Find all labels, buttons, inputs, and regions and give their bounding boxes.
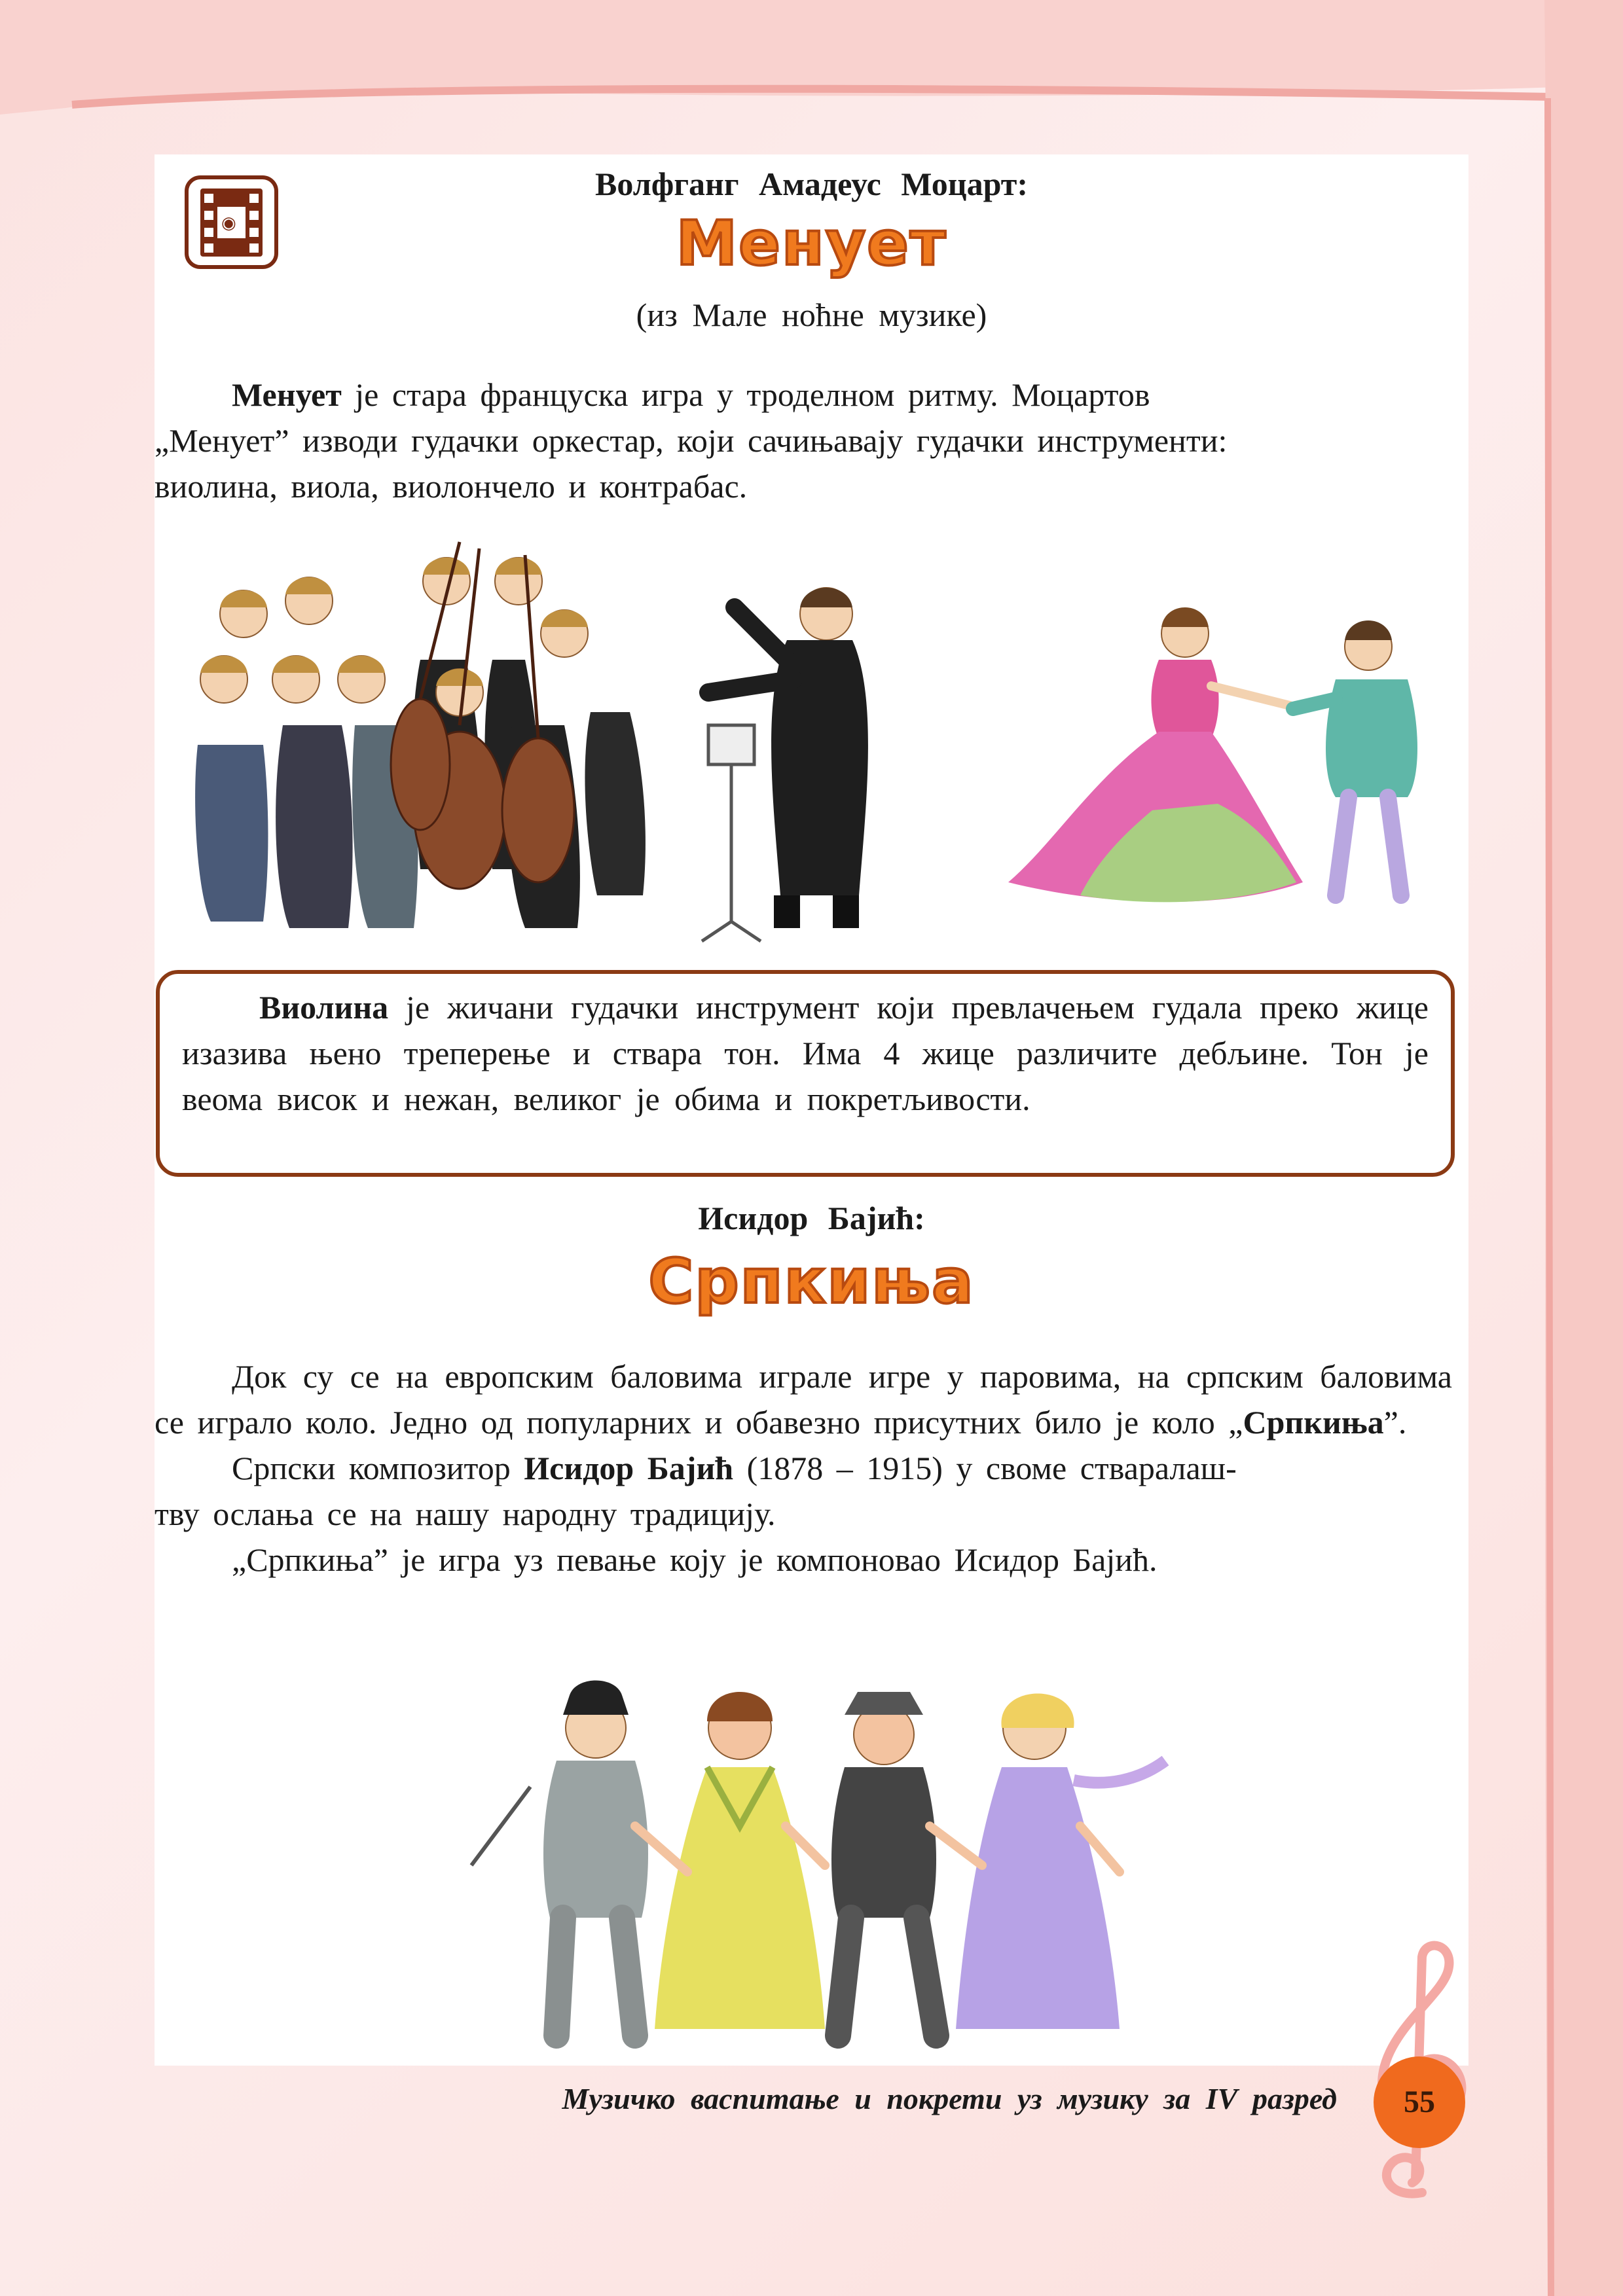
para2-end: ”. [1383, 1404, 1407, 1441]
violin-description: је жичани гудачки инструмент који превлачењем гудала преко жице изазива њено треперење и ствара тон. Има 4 жице различите дебљине. Тон је веома висок и нежан, великог је обима и покретљивости. [182, 989, 1429, 1117]
piece-subtitle: (из Мале ноћне музике) [636, 296, 987, 333]
para1-line1: је стара француска игра у троделном ритму. Моцартов [341, 376, 1150, 413]
right-decorative-band [1518, 0, 1623, 2296]
kolo-dancers-illustration [458, 1656, 1172, 2062]
orchestra-illustration [172, 529, 913, 948]
para3-line1-rest: (1878 – 1915) у своме стваралаш- [733, 1450, 1237, 1486]
page-number-badge: 55 [1374, 2056, 1465, 2148]
violin-info-box [156, 970, 1455, 1177]
menuet-dancers-illustration [995, 594, 1457, 922]
book-footer-title: Музичко васпитање и покрети уз музику за IV разред [562, 2082, 1337, 2115]
para3-start: Српски композитор [232, 1450, 524, 1486]
para2-text: Док су се на европским баловима играле игре у паровима, на српским баловима се играло коло. Једно од популарних и обавезно присутних било је коло „ [155, 1358, 1452, 1441]
term-violin: Виолина [259, 989, 389, 1026]
para3-line2: тву ослања се на нашу народну традицију. [155, 1496, 776, 1532]
piece-title-srpkinja: Српкиња [648, 1246, 975, 1318]
composer-heading-mozart: Волфганг Амадеус Моцарт: [595, 166, 1028, 202]
term-menuet: Менует [232, 376, 342, 413]
para4: „Српкиња” је игра уз певање коју је компоновао Исидор Бајић. [232, 1541, 1158, 1578]
composer-heading-bajic: Исидор Бајић: [698, 1200, 925, 1236]
piece-title-menuet: Менует [676, 208, 947, 279]
camera-glyph: ◉ [221, 213, 236, 232]
term-isidor-bajic: Исидор Бајић [524, 1450, 734, 1486]
srpkinja-paragraph [155, 1354, 1452, 1583]
para1-line3: виолина, виола, виолончело и контрабас. [155, 468, 748, 505]
top-decorative-band [0, 0, 1623, 118]
menuet-paragraph [155, 372, 1452, 509]
para1-line2: „Менует” изводи гудачки оркестар, који сачињавају гудачки инструменти: [155, 422, 1228, 459]
term-srpkinja: Српкиња [1243, 1404, 1384, 1441]
